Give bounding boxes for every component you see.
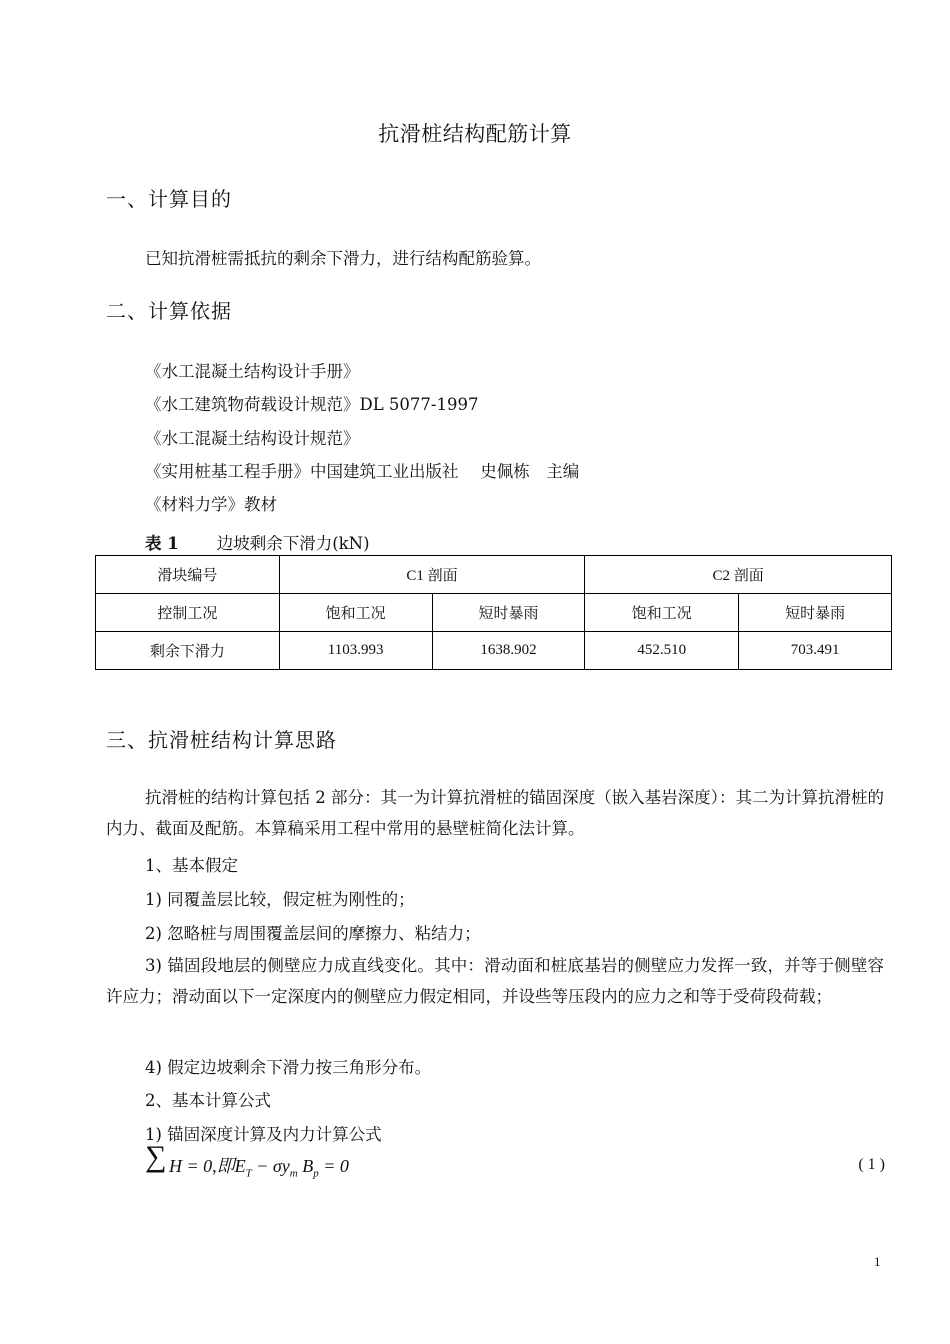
document-title: 抗滑桩结构配筋计算	[378, 122, 572, 146]
table-cell: 剩余下滑力	[96, 632, 280, 670]
assumption-item: 2) 忽略桩与周围覆盖层间的摩擦力、粘结力；	[145, 924, 481, 943]
equation-subscript: p	[313, 1167, 319, 1180]
equation-rhs: = 0	[318, 1156, 349, 1176]
reference-item: 《水工建筑物荷载设计规范》DL 5077-1997	[145, 395, 479, 414]
equation-1	[145, 1140, 885, 1190]
formula-subheading: 1) 锚固深度计算及内力计算公式	[145, 1125, 382, 1144]
table-caption	[145, 530, 370, 554]
equation-number: ( 1 )	[858, 1156, 885, 1173]
table-cell: C2 剖面	[585, 556, 892, 594]
section-heading-basis: 二、计算依据	[106, 299, 232, 323]
table-row	[96, 594, 892, 632]
table-caption-label: 表 1	[145, 534, 179, 553]
equation-mid2: B	[302, 1156, 314, 1176]
reference-item: 《水工混凝土结构设计规范》	[145, 429, 360, 448]
table-row	[96, 556, 892, 594]
table-cell: 1103.993	[279, 632, 432, 670]
equation-subscript: m	[289, 1167, 298, 1180]
equation-subscript: T	[245, 1167, 252, 1180]
summation-symbol: ∑	[145, 1140, 167, 1173]
sliding-force-table	[95, 555, 892, 670]
table-cell: 703.491	[739, 632, 892, 670]
reference-item: 《实用桩基工程手册》中国建筑工业出版社 史佩栋 主编	[145, 462, 580, 481]
table-cell: 控制工况	[96, 594, 280, 632]
table-caption-text: 边坡剩余下滑力(kN)	[216, 534, 370, 553]
table-cell: 滑块编号	[96, 556, 280, 594]
table-row	[96, 632, 892, 670]
equation-body	[169, 1152, 349, 1180]
assumption-item: 3) 锚固段地层的侧壁应力成直线变化。其中：滑动面和桩底基岩的侧壁应力发挥一致，并等于侧壁容许应力；滑动面以下一定深度内的侧壁应力假定相同，并设些等压段内的应力之和等于受荷段荷载；	[106, 956, 884, 1006]
reference-item: 《材料力学》教材	[145, 495, 277, 514]
formula-heading: 2、基本计算公式	[145, 1091, 271, 1110]
equation-lhs: H = 0,即E	[169, 1156, 246, 1176]
table-cell: 饱和工况	[279, 594, 432, 632]
table-cell: 452.510	[585, 632, 739, 670]
table-cell: C1 剖面	[279, 556, 585, 594]
section-heading-approach: 三、抗滑桩结构计算思路	[106, 728, 337, 752]
table-cell: 短时暴雨	[739, 594, 892, 632]
page-number: 1	[874, 1254, 881, 1269]
assumptions-heading: 1、基本假定	[145, 856, 238, 875]
equation-mid: − σy	[251, 1156, 290, 1176]
table-cell: 饱和工况	[585, 594, 739, 632]
reference-item: 《水工混凝土结构设计手册》	[145, 362, 360, 381]
approach-intro-paragraph: 抗滑桩的结构计算包括 2 部分：其一为计算抗滑桩的锚固深度（嵌入基岩深度）：其二为计算抗滑桩的内力、截面及配筋。本算稿采用工程中常用的悬壁桩简化法计算。	[106, 788, 884, 838]
assumption-item: 4) 假定边坡剩余下滑力按三角形分布。	[145, 1058, 432, 1077]
section-heading-purpose: 一、计算目的	[106, 187, 232, 211]
table-cell: 短时暴雨	[432, 594, 585, 632]
assumption-item: 1) 同覆盖层比较，假定桩为刚性的；	[145, 890, 415, 909]
purpose-text: 已知抗滑桩需抵抗的剩余下滑力，进行结构配筋验算。	[145, 249, 541, 268]
table-cell: 1638.902	[432, 632, 585, 670]
